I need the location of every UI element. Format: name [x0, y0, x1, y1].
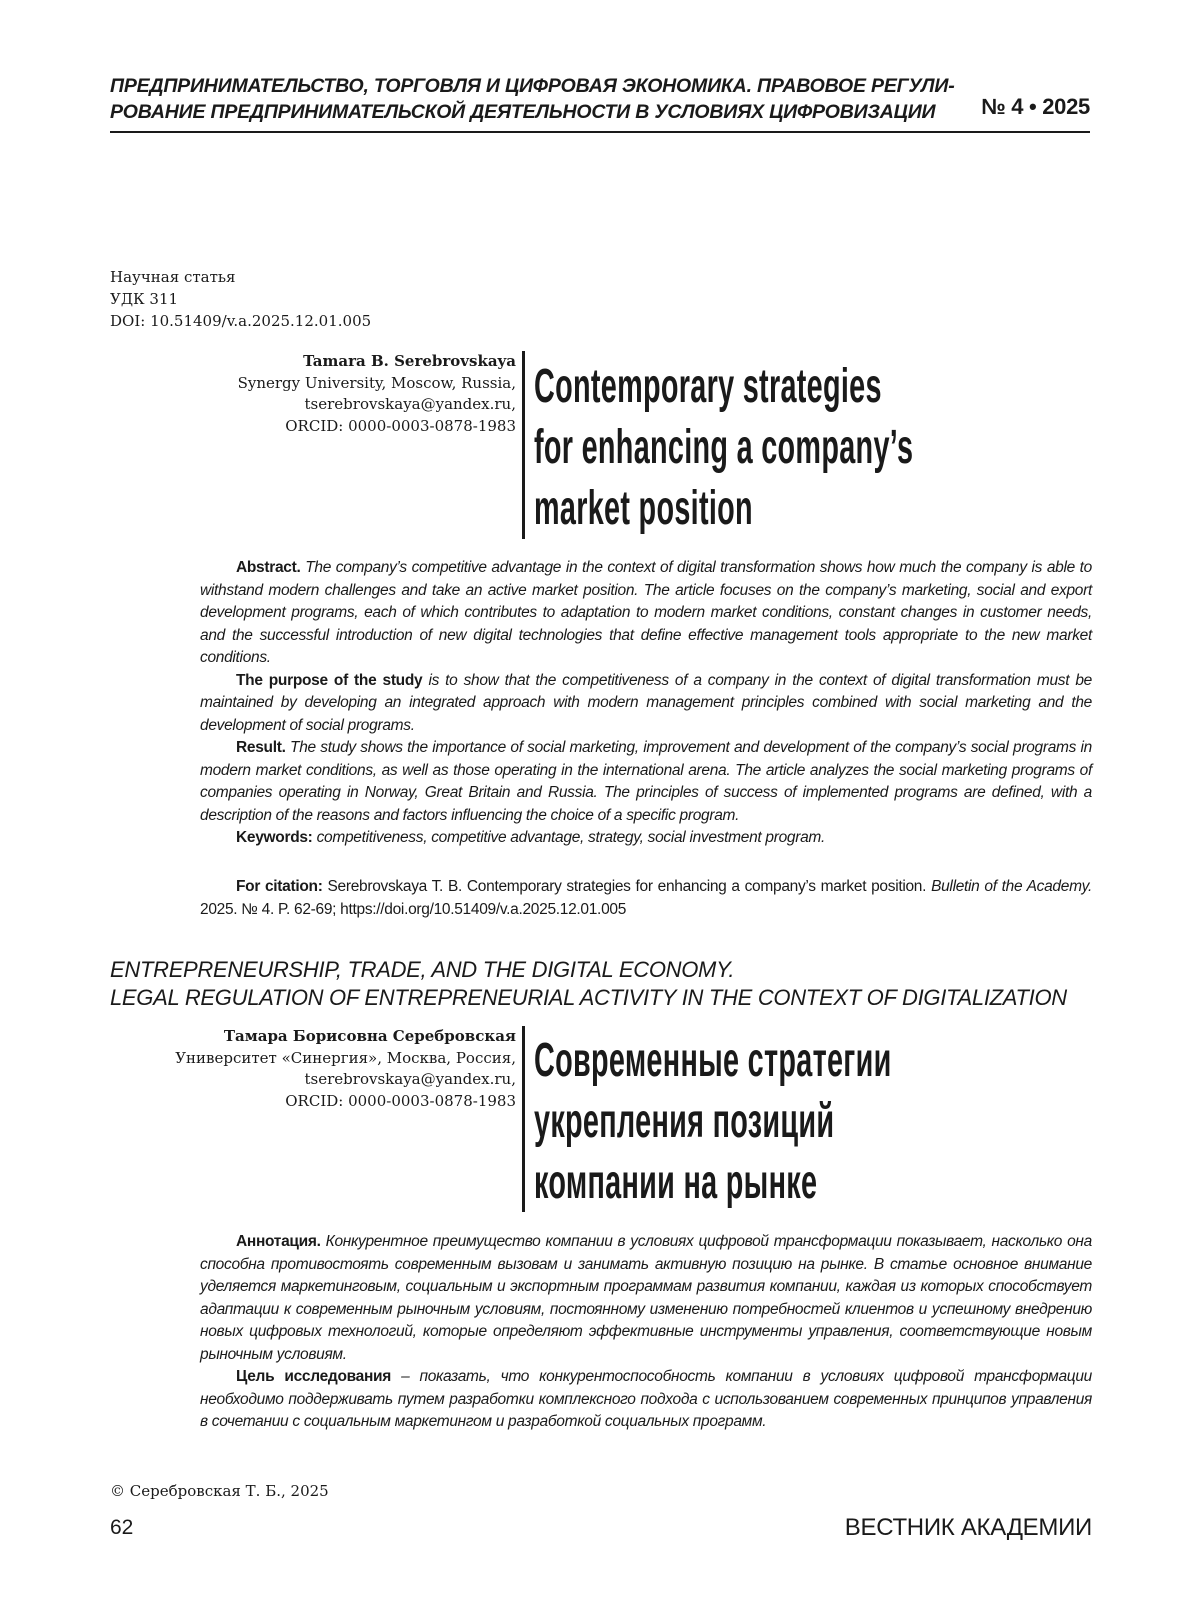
header-line-2: РОВАНИЕ ПРЕДПРИНИМАТЕЛЬСКОЙ ДЕЯТЕЛЬНОСТИ В УСЛОВИЯХ ЦИФРОВИЗАЦИИ: [110, 101, 936, 123]
journal-name: ВЕСТНИК АКАДЕМИИ: [844, 1514, 1092, 1541]
title-ru-line-3: компании на рынке: [534, 1156, 818, 1209]
doi: DOI: 10.51409/v.a.2025.12.01.005: [110, 312, 372, 330]
copyright: © Серебровская Т. Б., 2025: [110, 1482, 329, 1500]
keywords-label-en: Keywords:: [236, 829, 313, 846]
title-rule-en: [522, 351, 525, 539]
author-name-en: Tamara B. Serebrovskaya: [303, 352, 516, 370]
section-en-line-2: LEGAL REGULATION OF ENTREPRENEURIAL ACTIVITY IN THE CONTEXT OF DIGITALIZATION: [110, 985, 1067, 1010]
abstract-text-ru: Конкурентное преимущество компании в условиях цифровой трансформации показывает, насколько она способна противостоять современным вызовам и занимать активную позицию на рынке. В статье основное внимание уделяется маркетинговым, социальным и экспортным программам развития компании, каждая из которых способствует адаптации к современным рыночным условиям, постоянному изменению потребностей клиентов и успешному внедрению новых цифровых технологий, которые определяют эффективные инструменты управления, соответствующие новым рыночным условиям.: [200, 1233, 1092, 1363]
citation-label: For citation:: [236, 878, 323, 895]
header-line-1: ПРЕДПРИНИМАТЕЛЬСТВО, ТОРГОВЛЯ И ЦИФРОВАЯ ЭКОНОМИКА. ПРАВОВОЕ РЕГУЛИ-: [110, 75, 955, 97]
author-block-en: [120, 351, 516, 437]
citation-journal: Bulletin of the Academy.: [931, 878, 1092, 895]
purpose-label-ru: Цель исследования: [236, 1368, 391, 1385]
result-text-en: The study shows the importance of social marketing, improvement and development of the company’s social programs in modern market conditions, as well as those operating in the international arena. The article analyzes the social marketing programs of companies operating in Norway, Great Britain and Russia. The principles of success of implemented programs are defined, with a description of the reasons and factors influencing the choice of a specific program.: [200, 739, 1092, 824]
title-ru-line-1: Современные стратегии: [534, 1034, 892, 1087]
section-en-line-1: ENTREPRENEURSHIP, TRADE, AND THE DIGITAL ECONOMY.: [110, 957, 735, 982]
author-email-en[interactable]: tserebrovskaya@yandex.ru,: [304, 395, 516, 413]
purpose-label-en: The purpose of the study: [236, 671, 423, 689]
author-email-ru[interactable]: tserebrovskaya@yandex.ru,: [304, 1070, 516, 1088]
article-type: Научная статья: [110, 268, 236, 286]
title-en-line-3: market position: [534, 482, 753, 535]
author-affiliation-en: Synergy University, Moscow, Russia,: [237, 373, 516, 392]
abstract-ru: [200, 1231, 1092, 1434]
author-affiliation-ru: Университет «Синергия», Москва, Россия,: [175, 1048, 516, 1067]
section-heading-en: [110, 956, 1067, 1012]
author-name-ru: Тамара Борисовна Серебровская: [223, 1027, 516, 1045]
abstract-text-en: The company’s competitive advantage in the context of digital transformation shows how much the company is able to withstand modern challenges and take an active market position. The article focuses on the company’s marketing, social and export development programs, each of which contributes to adaptation to modern market conditions, constant changes in customer needs, and the successful introduction of new digital technologies that define effective management tools appropriate to the new market conditions.: [200, 559, 1092, 666]
header-divider: [110, 131, 1090, 133]
citation: [200, 876, 1092, 921]
udk: УДК 311: [110, 290, 179, 308]
author-orcid-ru: ORCID: 0000-0003-0878-1983: [285, 1091, 516, 1110]
title-ru-line-2: укрепления позиций: [534, 1095, 835, 1148]
purpose-text-ru: – показать, что конкурентоспособность компании в условиях цифровой трансформации необходимо поддерживать путем разработки комплексного подхода с использованием современных принципов управления в сочетании с социальным маркетингом и разработкой социальных программ.: [200, 1368, 1093, 1430]
keywords-text-en: competitiveness, competitive advantage, strategy, social investment program.: [316, 829, 826, 846]
issue-number: № 4 • 2025: [981, 94, 1090, 119]
title-en-line-2: for enhancing a company’s: [534, 421, 914, 474]
result-label-en: Result.: [236, 739, 286, 756]
title-en-line-1: Contemporary strategies: [534, 360, 882, 413]
abstract-label-en: Abstract.: [236, 559, 301, 576]
title-rule-ru: [522, 1026, 525, 1212]
page-number: 62: [110, 1516, 134, 1539]
article-title-en: [534, 356, 1094, 539]
abstract-label-ru: Аннотация.: [236, 1233, 321, 1250]
journal-section-header: [110, 73, 955, 125]
citation-text: Serebrovskaya T. B. Contemporary strategies for enhancing a company’s market position.: [327, 878, 927, 895]
article-meta: [110, 266, 371, 332]
author-orcid-en: ORCID: 0000-0003-0878-1983: [285, 416, 516, 435]
author-block-ru: [120, 1026, 516, 1112]
citation-doi[interactable]: 2025. № 4. P. 62-69; https://doi.org/10.51409/v.a.2025.12.01.005: [200, 900, 627, 918]
article-title-ru: [534, 1030, 1094, 1213]
abstract-en: [200, 557, 1092, 850]
purpose-text-en: is to show that the competitiveness of a company in the context of digital transformation must be maintained by developing an integrated approach with modern management principles combined with social marketing and the development of social programs.: [200, 671, 1092, 734]
